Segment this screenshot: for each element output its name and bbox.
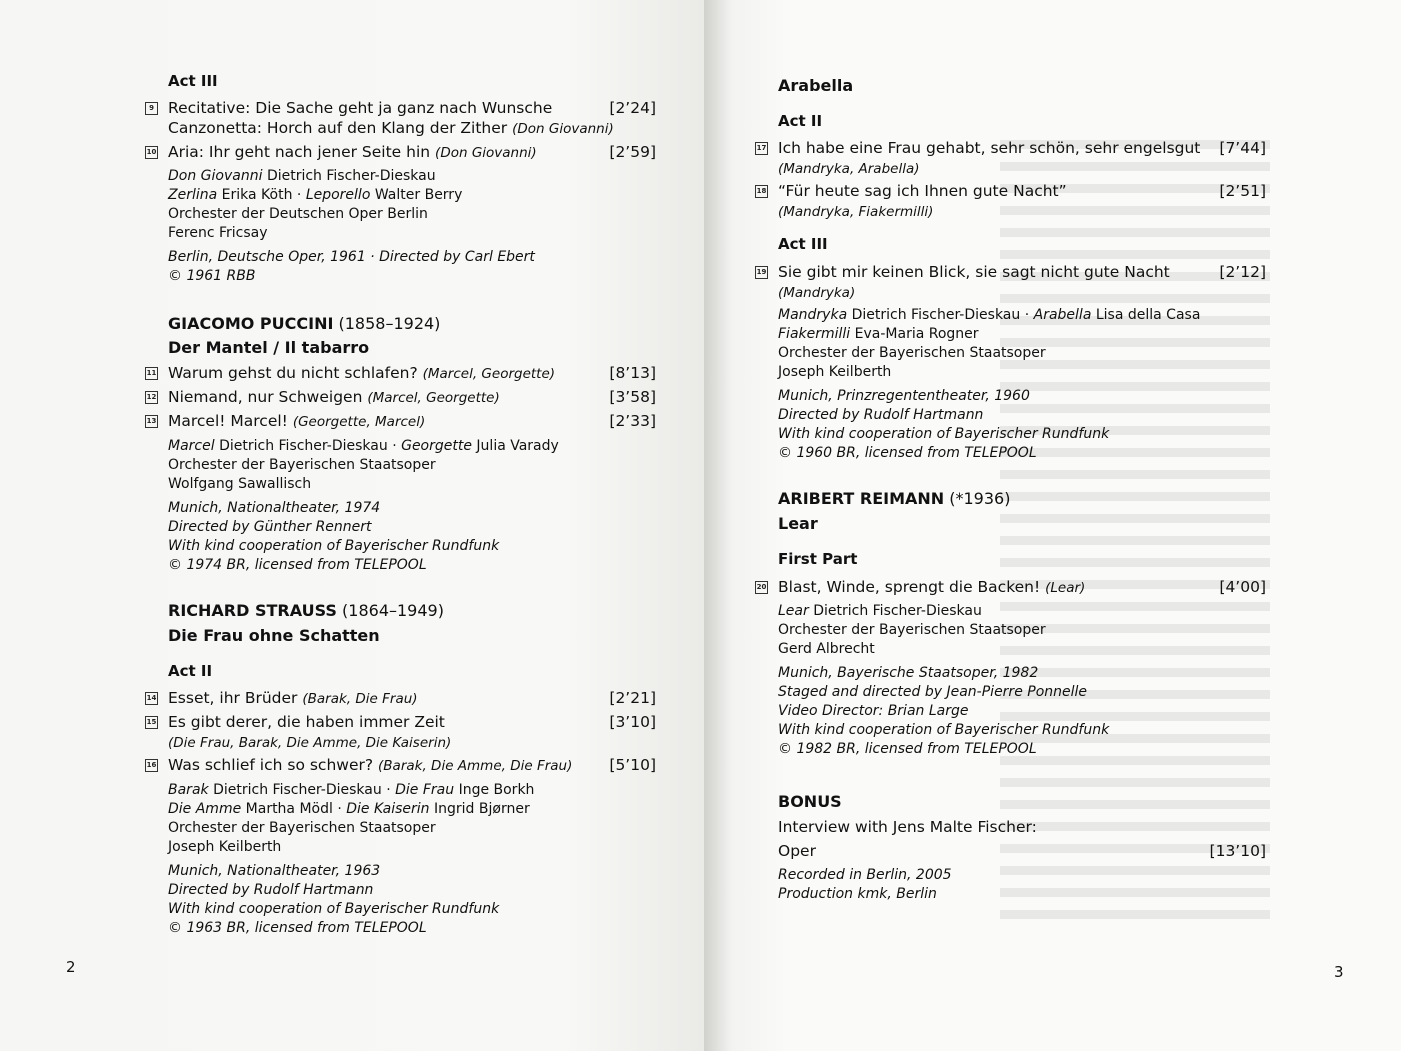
track-number-badge: 16 xyxy=(145,759,158,772)
track-duration: [3’10] xyxy=(609,713,656,731)
track-number-badge: 11 xyxy=(145,367,158,380)
venue: Munich, Prinzregententheater, 1960 xyxy=(778,388,1030,404)
track-duration: [2’24] xyxy=(609,99,656,117)
track-duration: [4’00] xyxy=(1219,578,1266,596)
track-title: Niemand, nur Schweigen (Marcel, Georgette) xyxy=(168,388,500,406)
copyright: © 1982 BR, licensed from TELEPOOL xyxy=(778,741,1037,757)
cooperation: With kind cooperation of Bayerischer Rundfunk xyxy=(168,538,500,554)
track-duration: [2’51] xyxy=(1219,182,1266,200)
cast-line: Lear Dietrich Fischer-Dieskau xyxy=(778,603,982,619)
cast-line: Mandryka Dietrich Fischer-Dieskau · Arabella Lisa della Casa xyxy=(778,307,1201,323)
cooperation: With kind cooperation of Bayerischer Rundfunk xyxy=(168,901,500,917)
work-title: Der Mantel / Il tabarro xyxy=(168,338,370,357)
cast-line: Barak Dietrich Fischer-Dieskau · Die Frau Inge Borkh xyxy=(168,782,535,798)
cast-line: Marcel Dietrich Fischer-Dieskau · Georgette Julia Varady xyxy=(168,438,559,454)
credits-block xyxy=(778,306,1200,463)
copyright: © 1961 RBB xyxy=(168,268,256,284)
track-title: “Für heute sag ich Ihnen gute Nacht” xyxy=(778,182,1067,200)
track-number-badge: 9 xyxy=(145,102,158,115)
track-title: Warum gehst du nicht schlafen? (Marcel, Georgette) xyxy=(168,364,556,382)
track-duration: [2’12] xyxy=(1219,263,1266,281)
composer-heading: GIACOMO PUCCINI (1858–1924) xyxy=(168,314,441,333)
copyright: © 1974 BR, licensed from TELEPOOL xyxy=(168,557,427,573)
track-number-badge: 10 xyxy=(145,146,158,159)
track-number-badge: 13 xyxy=(145,415,158,428)
bonus-heading: BONUS xyxy=(778,792,842,811)
track-duration: [5’10] xyxy=(609,756,656,774)
composer-heading: ARIBERT REIMANN (*1936) xyxy=(778,489,1011,508)
track-number-badge: 12 xyxy=(145,391,158,404)
copyright: © 1963 BR, licensed from TELEPOOL xyxy=(168,920,427,936)
track-roles: (Mandryka, Fiakermilli) xyxy=(778,204,934,220)
track-title: Blast, Winde, sprengt die Backen! (Lear) xyxy=(778,578,1086,596)
work-title: Lear xyxy=(778,514,818,533)
track-duration: [8’13] xyxy=(609,364,656,382)
staging: Staged and directed by Jean-Pierre Ponnelle xyxy=(778,684,1088,700)
director: Directed by Rudolf Hartmann xyxy=(778,407,984,423)
cast-line: Die Amme Martha Mödl · Die Kaiserin Ingrid Bjørner xyxy=(168,801,530,817)
track-duration: [2’33] xyxy=(609,412,656,430)
production-info: Berlin, Deutsche Oper, 1961 · Directed by Carl Ebert xyxy=(168,249,535,265)
track-roles: (Mandryka, Arabella) xyxy=(778,161,920,177)
director: Directed by Günther Rennert xyxy=(168,519,372,535)
conductor: Ferenc Fricsay xyxy=(168,225,268,241)
track-title: Ich habe eine Frau gehabt, sehr schön, sehr engelsgut xyxy=(778,139,1201,157)
bleed-through-text xyxy=(1000,140,1270,920)
page-number: 3 xyxy=(1334,963,1344,981)
bonus-credits xyxy=(778,866,952,904)
credits-block xyxy=(168,437,559,575)
conductor: Gerd Albrecht xyxy=(778,641,875,657)
copyright: © 1960 BR, licensed from TELEPOOL xyxy=(778,445,1037,461)
orchestra: Orchester der Bayerischen Staatsoper xyxy=(168,457,436,473)
track-number-badge: 20 xyxy=(755,581,768,594)
track-title: Esset, ihr Brüder (Barak, Die Frau) xyxy=(168,689,418,707)
orchestra: Orchester der Deutschen Oper Berlin xyxy=(168,206,428,222)
track-title-continued: Canzonetta: Horch auf den Klang der Zither (Don Giovanni) xyxy=(168,119,614,137)
track-duration: [3’58] xyxy=(609,388,656,406)
director: Directed by Rudolf Hartmann xyxy=(168,882,374,898)
bonus-subtitle: Oper xyxy=(778,842,816,860)
credits-block xyxy=(168,167,535,286)
cooperation: With kind cooperation of Bayerischer Rundfunk xyxy=(778,426,1110,442)
venue: Munich, Nationaltheater, 1974 xyxy=(168,500,381,516)
bonus-duration: [13’10] xyxy=(1209,842,1266,860)
part-heading: First Part xyxy=(778,550,858,568)
act-heading: Act III xyxy=(778,235,828,253)
cast-line: Fiakermilli Eva-Maria Rogner xyxy=(778,326,979,342)
bonus-title: Interview with Jens Malte Fischer: xyxy=(778,818,1037,836)
track-title: Recitative: Die Sache geht ja ganz nach Wunsche xyxy=(168,99,553,117)
track-duration: [2’21] xyxy=(609,689,656,707)
act-heading: Act III xyxy=(168,72,218,90)
conductor: Joseph Keilberth xyxy=(168,839,282,855)
page-number: 2 xyxy=(66,958,76,976)
work-title: Die Frau ohne Schatten xyxy=(168,626,380,645)
conductor: Joseph Keilberth xyxy=(778,364,892,380)
video-director: Video Director: Brian Large xyxy=(778,703,969,719)
work-title: Arabella xyxy=(778,76,854,95)
venue: Munich, Nationaltheater, 1963 xyxy=(168,863,381,879)
cooperation: With kind cooperation of Bayerischer Rundfunk xyxy=(778,722,1110,738)
cast-line: Don Giovanni Dietrich Fischer-Dieskau xyxy=(168,168,436,184)
credits-block xyxy=(778,602,1109,759)
credits-block xyxy=(168,781,534,938)
track-number-badge: 15 xyxy=(145,716,158,729)
track-title: Sie gibt mir keinen Blick, sie sagt nicht gute Nacht xyxy=(778,263,1170,281)
cast-line: Zerlina Erika Köth · Leporello Walter Berry xyxy=(168,187,463,203)
track-title: Es gibt derer, die haben immer Zeit xyxy=(168,713,445,731)
conductor: Wolfgang Sawallisch xyxy=(168,476,312,492)
orchestra: Orchester der Bayerischen Staatsoper xyxy=(168,820,436,836)
track-duration: [2’59] xyxy=(609,143,656,161)
track-roles: (Mandryka) xyxy=(778,285,856,301)
act-heading: Act II xyxy=(168,662,213,680)
track-number-badge: 19 xyxy=(755,266,768,279)
track-title: Aria: Ihr geht nach jener Seite hin (Don Giovanni) xyxy=(168,143,537,161)
track-title: Was schlief ich so schwer? (Barak, Die Amme, Die Frau) xyxy=(168,756,573,774)
track-number-badge: 18 xyxy=(755,185,768,198)
orchestra: Orchester der Bayerischen Staatsoper xyxy=(778,345,1046,361)
act-heading: Act II xyxy=(778,112,823,130)
recorded: Recorded in Berlin, 2005 xyxy=(778,867,952,883)
track-roles: (Die Frau, Barak, Die Amme, Die Kaiserin) xyxy=(168,735,452,751)
track-number-badge: 17 xyxy=(755,142,768,155)
composer-heading: RICHARD STRAUSS (1864–1949) xyxy=(168,601,444,620)
track-duration: [7’44] xyxy=(1219,139,1266,157)
track-number-badge: 14 xyxy=(145,692,158,705)
track-title: Marcel! Marcel! (Georgette, Marcel) xyxy=(168,412,426,430)
production: Production kmk, Berlin xyxy=(778,886,937,902)
orchestra: Orchester der Bayerischen Staatsoper xyxy=(778,622,1046,638)
venue: Munich, Bayerische Staatsoper, 1982 xyxy=(778,665,1039,681)
